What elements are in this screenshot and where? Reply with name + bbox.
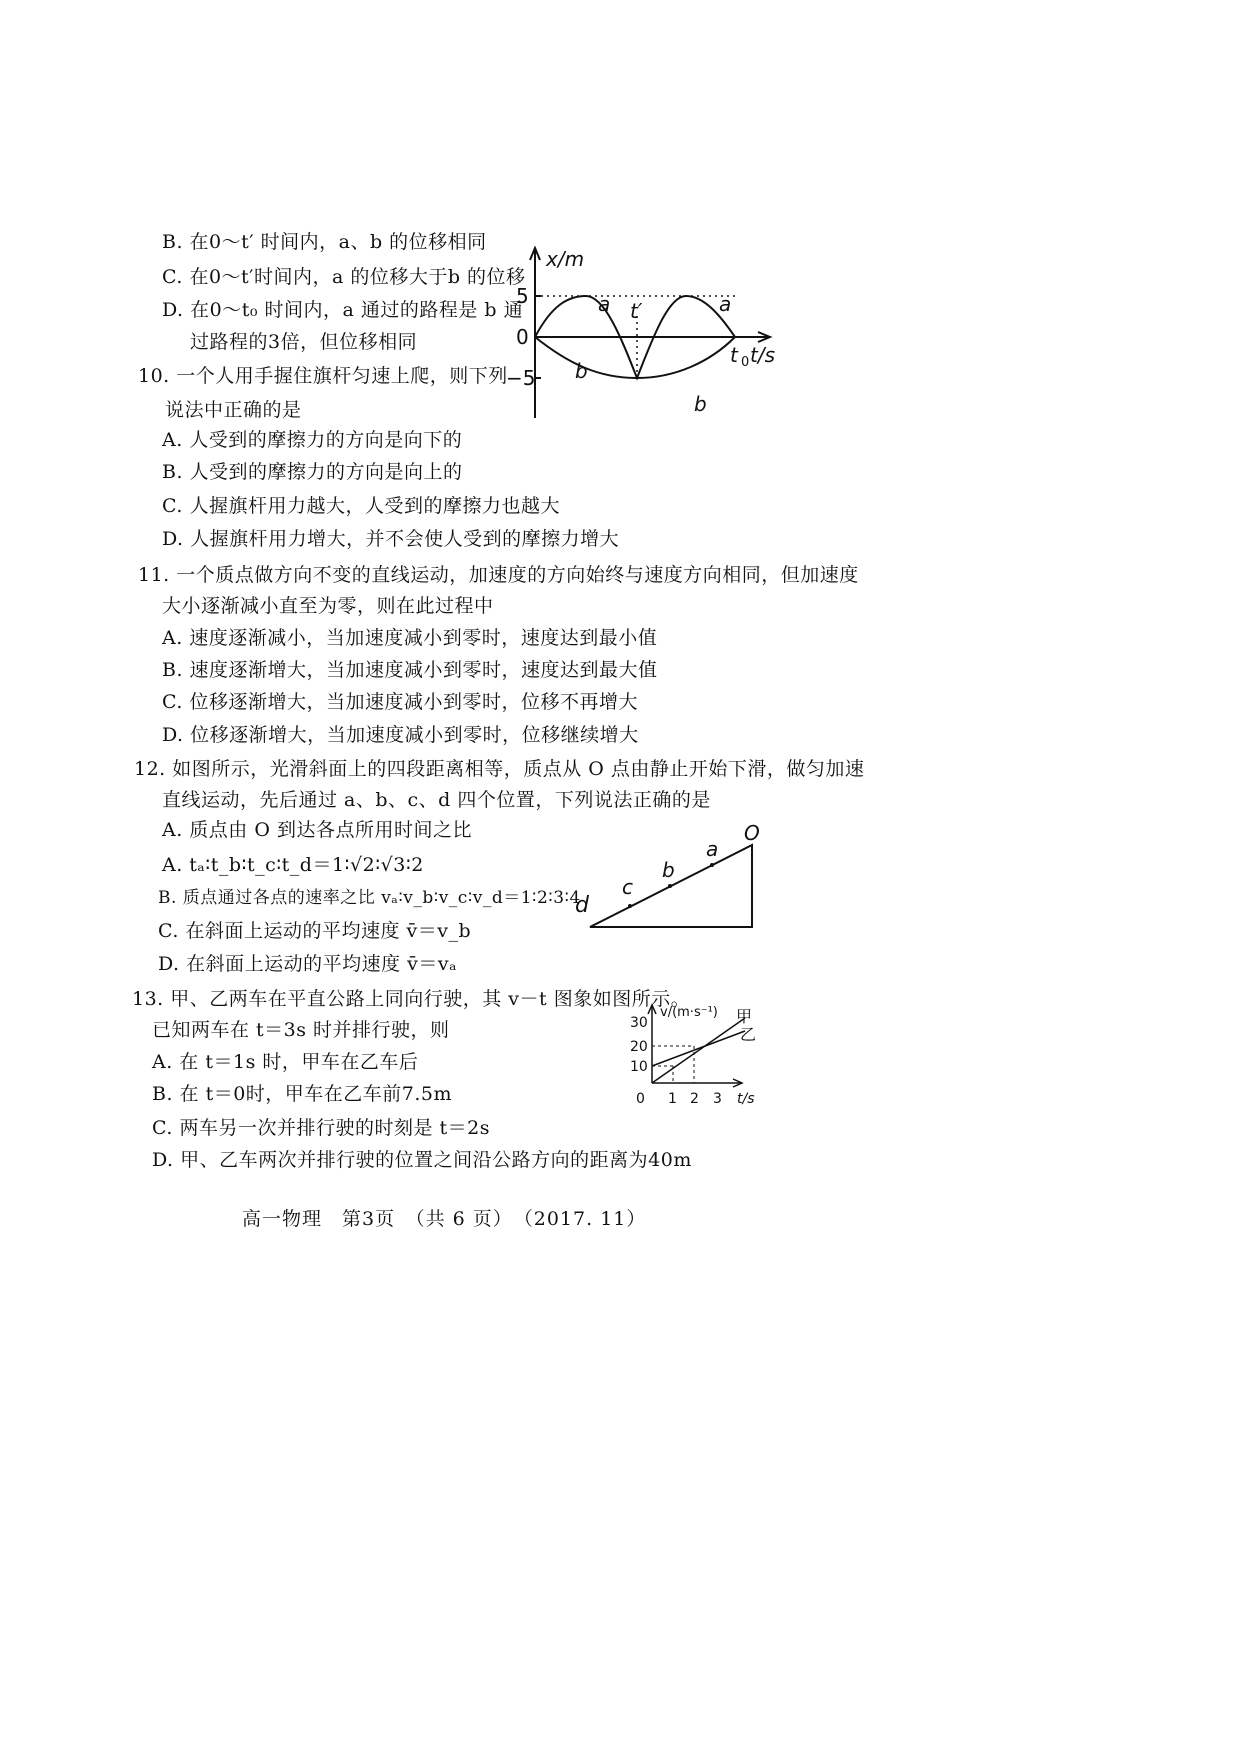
xt-y-arrow (530, 248, 540, 260)
q13-stem-cont: 已知两车在 t＝3s 时并排行驶，则 (152, 1019, 450, 1041)
q9-option-d: D. 在0～t₀ 时间内，a 通过的路程是 b 通 (162, 299, 524, 321)
vt-y-tick-30: 30 (630, 1015, 648, 1031)
vt-y-tick-10: 10 (630, 1059, 648, 1075)
q10-stem: 10. 一个人用手握住旗杆匀速上爬，则下列 (138, 365, 508, 387)
incline-point-b (668, 884, 672, 888)
vt-legend-yi: 乙 (740, 1025, 757, 1044)
incline-label-d: d (575, 893, 589, 918)
xt-tick-t0-sub: 0 (741, 355, 750, 370)
xt-tick-tprime: t′ (630, 299, 643, 323)
vt-y-tick-20: 20 (630, 1039, 648, 1055)
vt-x-label: t/s (737, 1091, 755, 1107)
q11-option-c: C. 位移逐渐增大，当加速度减小到零时，位移不再增大 (162, 691, 638, 713)
xt-x-arrow (758, 332, 770, 342)
q13-option-a: A. 在 t＝1s 时，甲车在乙车后 (152, 1051, 419, 1073)
xt-curve-a-main (535, 296, 735, 378)
q9-option-b: B. 在0～t′ 时间内，a、b 的位移相同 (162, 231, 487, 253)
xt-y-label: x/m (546, 247, 585, 271)
incline-point-a (710, 863, 714, 867)
xt-curve-a (535, 296, 735, 395)
xt-tick-5: 5 (516, 284, 529, 308)
q12-option-d: D. 在斜面上运动的平均速度 v̄＝vₐ (158, 953, 457, 975)
q13-option-c: C. 两车另一次并排行驶的时刻是 t＝2s (152, 1117, 490, 1139)
incline-triangle (590, 845, 752, 927)
xt-label-a1: a (598, 292, 611, 316)
vt-line-yi (652, 1031, 745, 1066)
q11-stem: 11. 一个质点做方向不变的直线运动，加速度的方向始终与速度方向相同，但加速度 (138, 564, 859, 586)
xt-tick-neg5: −5 (506, 366, 536, 390)
q10-option-c: C. 人握旗杆用力越大，人受到的摩擦力也越大 (162, 495, 560, 517)
page-footer: 高一物理 第3页 （共 6 页） （2017. 11） (242, 1208, 647, 1230)
q12-option-b: B. 质点通过各点的速率之比 vₐ∶v_b∶v_c∶v_d＝1∶2∶3∶4 (158, 888, 581, 908)
q12-stem-cont: 直线运动，先后通过 a、b、c、d 四个位置，下列说法正确的是 (162, 789, 711, 811)
q11-option-a: A. 速度逐渐减小，当加速度减小到零时，速度达到最小值 (162, 627, 658, 649)
q12-stem: 12. 如图所示，光滑斜面上的四段距离相等，质点从 O 点由静止开始下滑，做匀加速 (134, 758, 865, 780)
vt-y-label: v/(m·s⁻¹) (660, 1005, 718, 1020)
q11-option-d: D. 位移逐渐增大，当加速度减小到零时，位移继续增大 (162, 724, 639, 746)
vt-x-arrow (733, 1079, 742, 1087)
q13-option-b: B. 在 t＝0时，甲车在乙车前7.5m (152, 1083, 453, 1105)
vt-line-jia (652, 1018, 745, 1083)
vt-legend-jia: 甲 (736, 1007, 753, 1026)
q10-option-b: B. 人受到的摩擦力的方向是向上的 (162, 461, 463, 483)
q10-option-d: D. 人握旗杆用力增大，并不会使人受到的摩擦力增大 (162, 528, 620, 550)
incline-label-c: c (622, 875, 633, 899)
incline-point-c (628, 904, 632, 908)
xt-x-label: t/s (750, 343, 775, 367)
q10-stem-cont: 说法中正确的是 (165, 399, 302, 421)
q13-option-d: D. 甲、乙车两次并排行驶的位置之间沿公路方向的距离为40m (152, 1149, 692, 1171)
vt-x-tick-3: 3 (713, 1091, 722, 1107)
q12-option-a-intro: A. 质点由 O 到达各点所用时间之比 (162, 819, 472, 841)
q9-option-d-cont: 过路程的3倍，但位移相同 (190, 331, 418, 353)
vt-x-tick-2: 2 (690, 1091, 699, 1107)
q11-stem-cont: 大小逐渐减小直至为零，则在此过程中 (162, 595, 494, 617)
incline-label-a: a (706, 837, 719, 861)
q12-option-c: C. 在斜面上运动的平均速度 v̄＝v_b (158, 920, 472, 942)
incline-label-O: O (744, 821, 760, 845)
vt-x-tick-0: 0 (636, 1091, 645, 1107)
incline-label-b: b (662, 858, 675, 882)
xt-label-a2: a (719, 292, 732, 316)
xt-curve-b (535, 337, 735, 378)
q11-option-b: B. 速度逐渐增大，当加速度减小到零时，速度达到最大值 (162, 659, 658, 681)
xt-label-b2: b (694, 392, 707, 416)
q10-option-a: A. 人受到的摩擦力的方向是向下的 (162, 429, 463, 451)
xt-tick-t0: t (730, 343, 738, 367)
q9-option-c: C. 在0～t′时间内，a 的位移大于b 的位移 (162, 266, 526, 288)
vt-x-tick-1: 1 (668, 1091, 677, 1107)
xt-tick-0: 0 (516, 325, 529, 349)
q12-option-a: A. tₐ∶t_b∶t_c∶t_d＝1∶√2∶√3∶2 (162, 854, 424, 876)
xt-label-b1: b (575, 359, 588, 383)
q13-stem: 13. 甲、乙两车在平直公路上同向行驶，其 v－t 图象如图所示。 (132, 988, 691, 1010)
